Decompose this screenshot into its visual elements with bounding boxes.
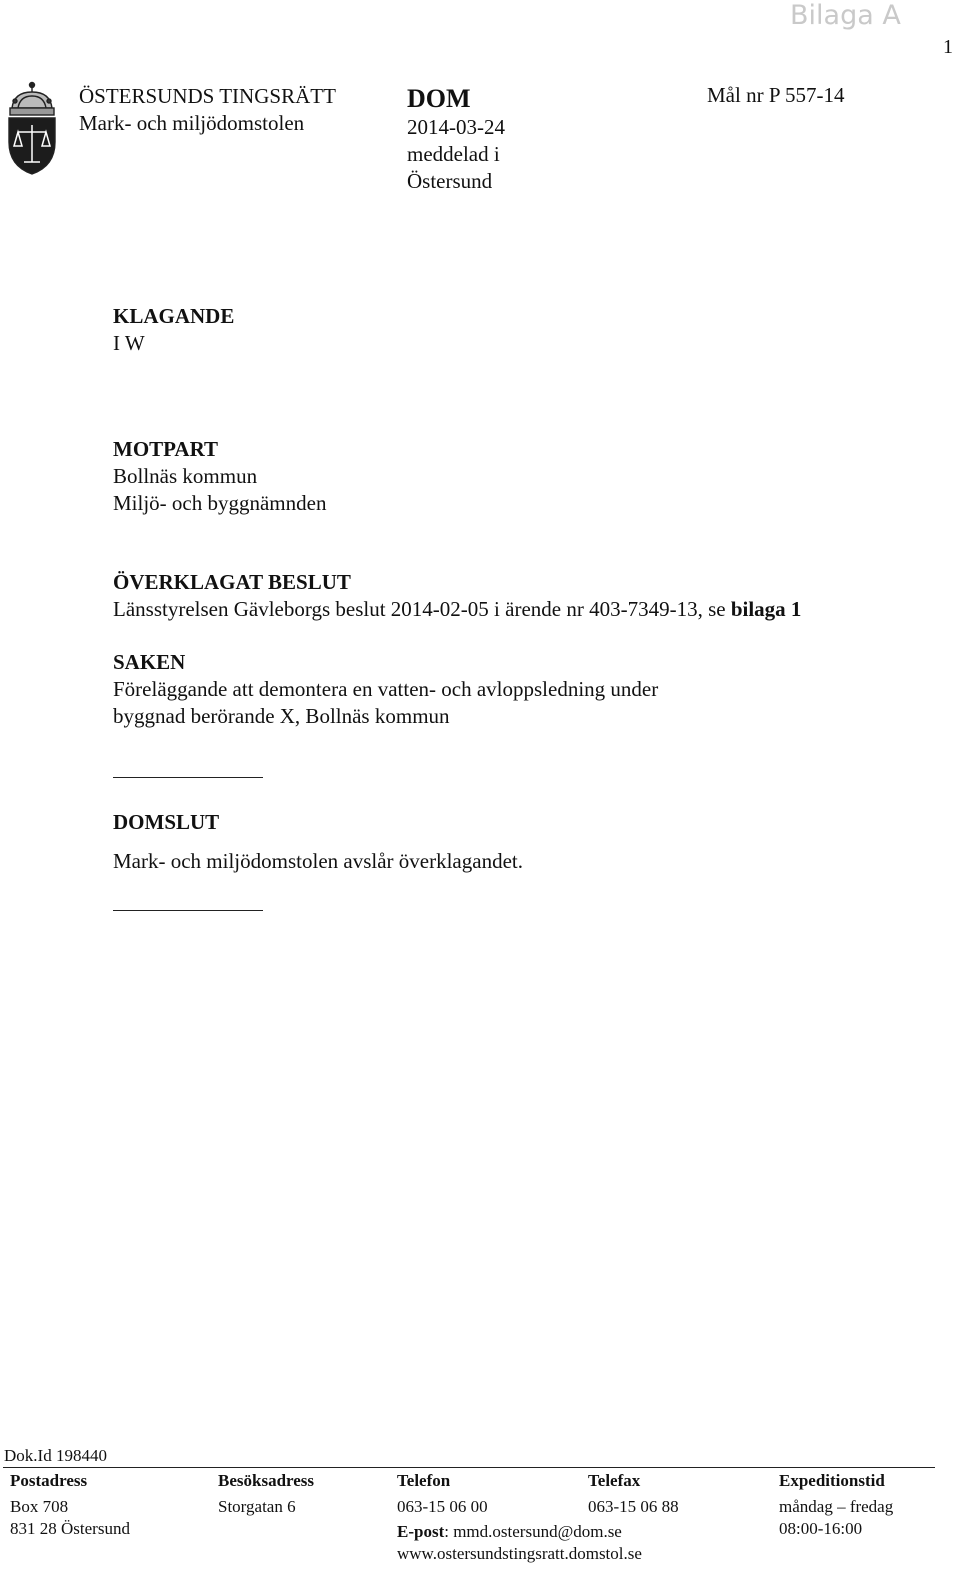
footer-label: Besöksadress (218, 1471, 315, 1490)
court-division: Mark- och miljödomstolen (79, 111, 305, 135)
footer-email (397, 1521, 642, 1543)
footer-telefax (588, 1470, 679, 1518)
section-line: Föreläggande att demontera en vatten- och avloppsledning under (113, 677, 659, 701)
footer-expeditionstid (779, 1470, 893, 1540)
footer-value: Storgatan 6 (218, 1497, 296, 1516)
court-header (79, 83, 336, 137)
email-label: E-post (397, 1522, 445, 1541)
section-line: Miljö- och byggnämnden (113, 491, 327, 515)
section-text: Mark- och miljödomstolen avslår överklagandet. (113, 849, 523, 873)
footer-web-link[interactable]: www.ostersundstingsratt.domstol.se (397, 1544, 642, 1563)
page-number: 1 (943, 36, 953, 58)
footer-besoksadress (218, 1470, 314, 1518)
footer-divider (3, 1467, 935, 1468)
footer-value: Box 708 (10, 1497, 69, 1516)
decision-reference-text: Länsstyrelsen Gävleborgs beslut 2014-02-05 i ärende nr 403-7349-13, se (113, 597, 731, 621)
footer-label: Postadress (10, 1471, 88, 1490)
court-crest-logo (4, 80, 60, 176)
footer-label: Expeditionstid (779, 1471, 885, 1490)
divider (113, 777, 263, 778)
section-klagande (113, 303, 234, 357)
judgment-delivered-label: meddelad i (407, 142, 500, 166)
footer-value: 831 28 Östersund (10, 1519, 130, 1538)
footer-value: 08:00-16:00 (779, 1519, 863, 1538)
footer-value: måndag – fredag (779, 1497, 894, 1516)
case-number: Mål nr P 557-14 (707, 83, 845, 107)
footer-label: Telefax (588, 1471, 641, 1490)
section-heading: MOTPART (113, 437, 219, 461)
section-heading: SAKEN (113, 650, 186, 674)
footer-postadress (10, 1470, 130, 1540)
document-id: Dok.Id 198440 (4, 1446, 107, 1465)
watermark-bilaga: Bilaga A (790, 0, 901, 31)
judgment-title: DOM (407, 84, 471, 113)
section-line: I W (113, 331, 145, 355)
judgment-date: 2014-03-24 (407, 115, 505, 139)
divider (113, 910, 263, 911)
footer-label: Telefon (397, 1471, 451, 1490)
section-line: Bollnäs kommun (113, 464, 258, 488)
section-overklagat-beslut (113, 569, 801, 623)
judgment-header (407, 83, 505, 195)
section-domslut (113, 809, 523, 875)
section-line: byggnad berörande X, Bollnäs kommun (113, 704, 450, 728)
section-heading: DOMSLUT (113, 810, 220, 834)
email-link[interactable]: : mmd.ostersund@dom.se (444, 1522, 622, 1541)
section-motpart (113, 436, 326, 517)
attachment-reference: bilaga 1 (730, 597, 802, 621)
footer-phone: 063-15 06 00 (397, 1497, 488, 1516)
court-name: ÖSTERSUNDS TINGSRÄTT (79, 84, 336, 108)
section-heading: KLAGANDE (113, 304, 235, 328)
section-text (113, 596, 801, 623)
section-saken (113, 649, 658, 730)
footer-fax: 063-15 06 88 (588, 1497, 679, 1516)
judgment-place: Östersund (407, 169, 493, 193)
section-heading: ÖVERKLAGAT BESLUT (113, 570, 351, 594)
